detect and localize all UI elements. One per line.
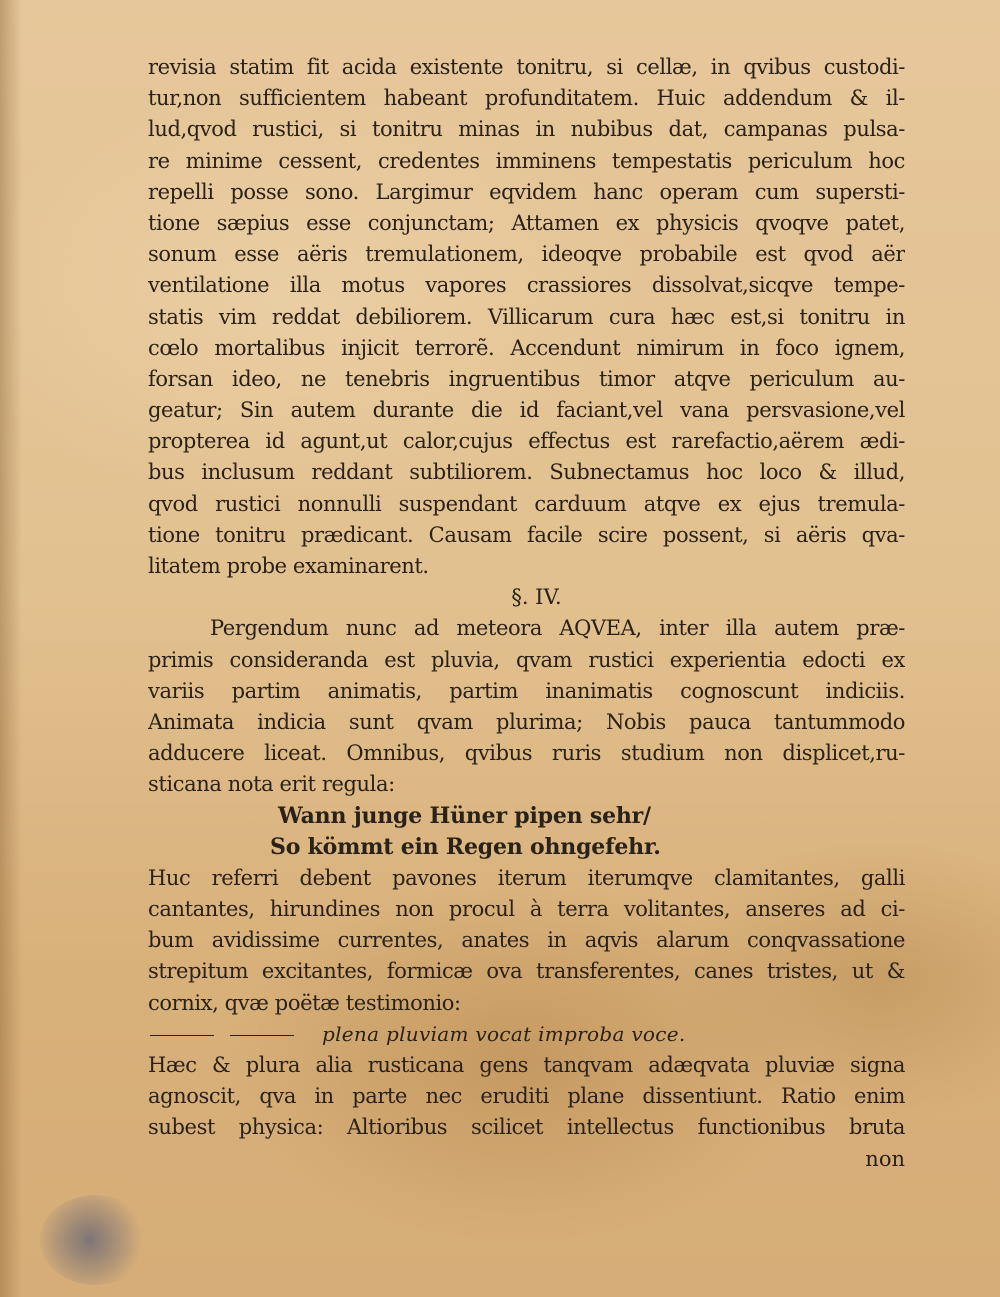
page-edge-shadow [0,0,22,1297]
text-line: sonum esse aëris tremulationem, ideoqve probabile est qvod aër [148,242,905,267]
text-line: geatur; Sin autem durante die id faciant,vel vana persvasione,vel [148,398,905,423]
text-line: tione tonitru prædicant. Causam facile scire possent, si aëris qva- [148,522,905,547]
text-line: strepitum excitantes, formicæ ova transferentes, canes tristes, ut & [148,959,905,984]
quotation-line [148,1019,905,1050]
section-heading: §. IV. [511,585,562,610]
text-line: ventilatione illa motus vapores crassiores dissolvat,sicqve tempe- [148,273,905,298]
text-line: Huc referri debent pavones iterum iterumqve clamitantes, galli [148,865,905,890]
verse-line: Wann junge Hüner pipen sehr/ [278,802,651,829]
ink-stain [40,1195,150,1285]
text-line: Hæc & plura alia rusticana gens tanqvam adæqvata pluviæ signa [148,1053,905,1077]
quotation-text: plena pluviam vocat improba voce. [322,1021,686,1046]
text-line: lud,qvod rustici, si tonitru minas in nubibus dat, campanas pulsa- [148,117,905,142]
text-line: re minime cessent, credentes imminens tempestatis periculum hoc [148,148,905,173]
text-line: subest physica: Altioribus scilicet intellectus functionibus bruta [148,1115,905,1140]
paragraph-4 [148,1050,905,1144]
text-block [148,52,905,1175]
text-line: statis vim reddat debiliorem. Villicarum cura hæc est,si tonitru in [148,304,905,329]
text-line: forsan ideo, ne tenebris ingruentibus timor atqve periculum au- [148,366,905,391]
text-line: repelli posse sono. Largimur eqvidem hanc operam cum supersti- [148,179,905,204]
text-line: propterea id agunt,ut calor,cujus effectus est rarefactio,aërem ædi- [148,429,905,454]
verse-line: So kömmt ein Regen ohngefehr. [270,833,661,860]
text-line: Animata indicia sunt qvam plurima; Nobis pauca tantummodo [148,709,905,734]
text-line: Pergendum nunc ad meteora AQVEA, inter illa autem præ- [210,616,905,641]
text-line: revisia statim fit acida existente tonitru, si cellæ, in qvibus custodi- [148,55,905,79]
paragraph-1 [148,52,905,582]
catchword: non [865,1146,905,1171]
em-dash-rule [150,1035,214,1036]
text-line: cornix, qvæ poëtæ testimonio: [148,990,461,1015]
text-line: primis consideranda est pluvia, qvam rustici experientia edocti ex [148,647,905,672]
text-line: adducere liceat. Omnibus, qvibus ruris studium non displicet,ru- [148,741,905,766]
text-line: tione sæpius esse conjunctam; Attamen ex physicis qvoqve patet, [148,210,905,235]
em-dash-rule [230,1035,294,1036]
text-line: cantantes, hirundines non procul à terra volitantes, anseres ad ci- [148,897,905,922]
text-line: litatem probe examinarent. [148,554,429,578]
text-line: cœlo mortalibus injicit terrorẽ. Accendunt nimirum in foco ignem, [148,335,905,360]
verse-block [148,801,905,863]
text-line: qvod rustici nonnulli suspendant carduum atqve ex ejus tremula- [148,491,905,516]
text-line: tur,non sufficientem habeant profunditatem. Huic addendum & il- [148,86,905,111]
paragraph-3 [148,863,905,1019]
text-line: bus inclusum reddant subtiliorem. Subnectamus hoc loco & illud, [148,460,905,485]
text-line: bum avidissime currentes, anates in aqvis alarum conqvassatione [148,928,905,953]
text-line: sticana nota erit regula: [148,772,395,797]
text-line: agnoscit, qva in parte nec eruditi plane dissentiunt. Ratio enim [148,1084,905,1109]
paragraph-2 [148,613,905,800]
text-line: variis partim animatis, partim inanimatis cognoscunt indiciis. [148,678,905,703]
